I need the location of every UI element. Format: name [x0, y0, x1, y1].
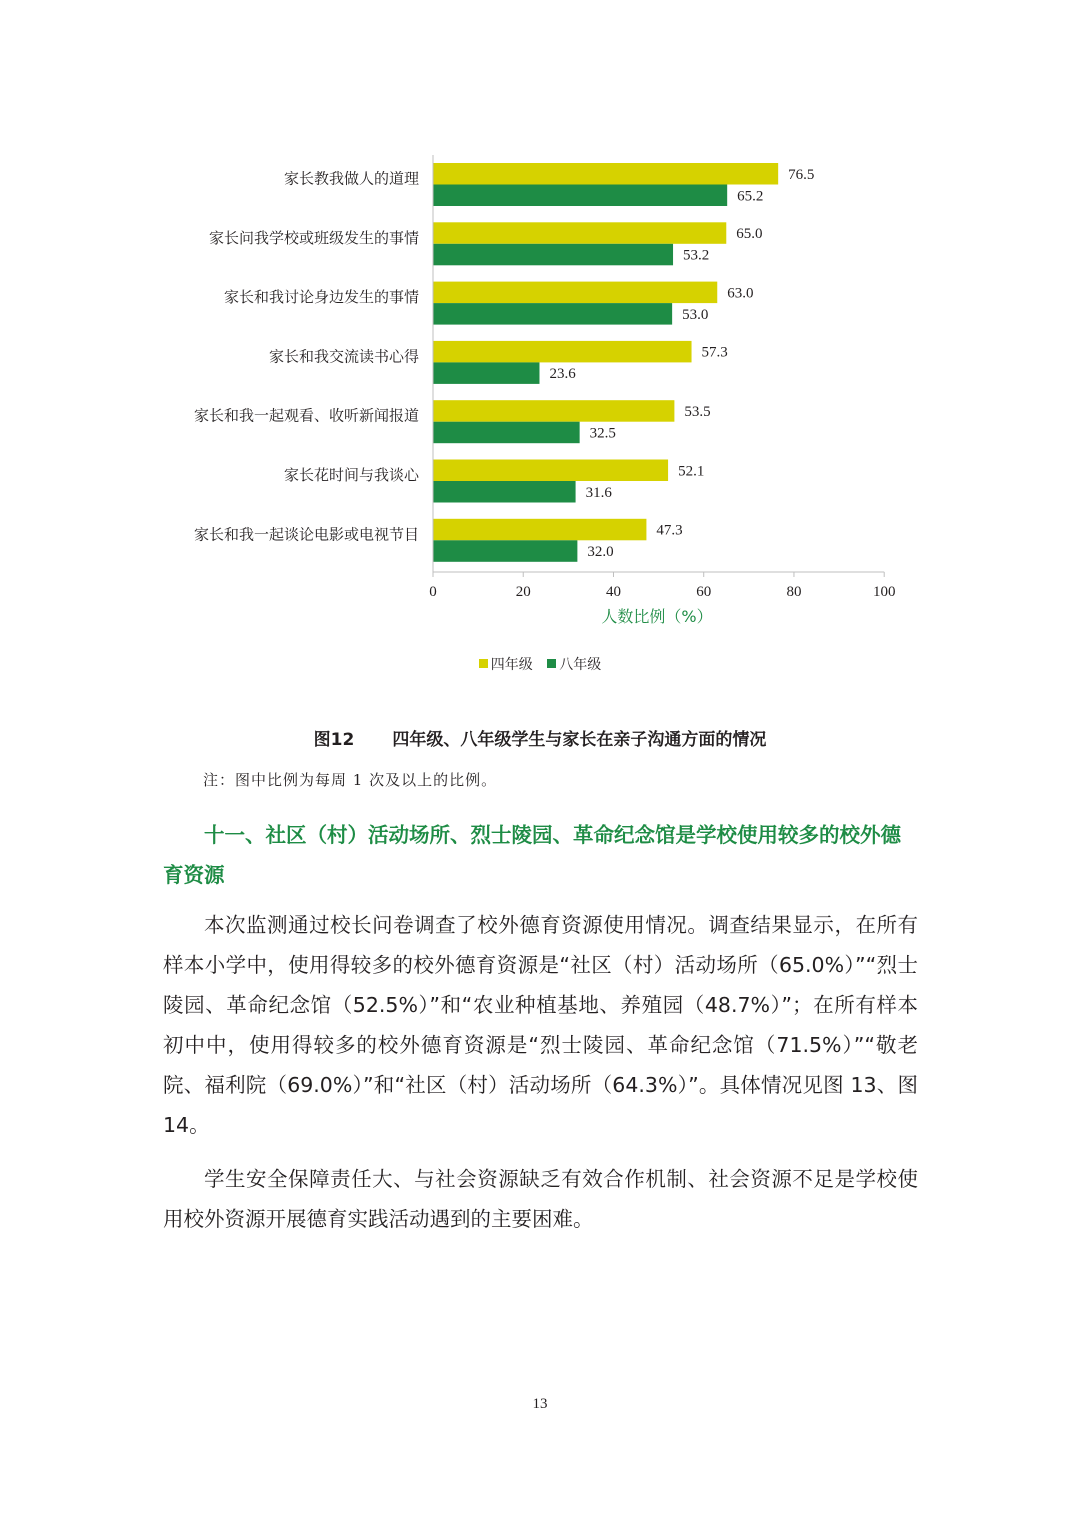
- bar-grade8: [433, 244, 673, 265]
- data-label: 65.2: [737, 188, 764, 205]
- legend-item-grade4: [479, 654, 533, 674]
- chart-legend: [0, 654, 1080, 674]
- bar-grade4: [433, 282, 717, 304]
- x-tick-label: 80: [786, 584, 802, 600]
- category-label: 家长花时间与我谈心: [283, 466, 419, 484]
- category-label: 家长和我交流读书心得: [268, 347, 419, 366]
- figure-title: 四年级、八年级学生与家长在亲子沟通方面的情况: [392, 730, 767, 750]
- x-tick-label: 100: [872, 584, 896, 600]
- data-label: 53.0: [682, 306, 709, 323]
- bar-grade8: [433, 185, 727, 207]
- data-label: 32.5: [589, 425, 616, 442]
- x-tick-label: 40: [605, 584, 621, 600]
- category-label: 家长和我讨论身边发生的事情: [223, 288, 419, 307]
- section-heading: 十一、社区（村）活动场所、烈士陵园、革命纪念馆是学校使用较多的校外德育资源: [163, 823, 901, 887]
- bar-grade8: [433, 540, 577, 562]
- category-label: 家长和我一起观看、收听新闻报道: [193, 406, 419, 425]
- bar-grade8: [433, 303, 672, 325]
- bar-grade4: [433, 519, 646, 541]
- data-label: 23.6: [549, 366, 576, 383]
- data-label: 53.2: [683, 247, 710, 264]
- bar-grade4: [433, 163, 778, 185]
- legend-label-grade4: 四年级: [490, 657, 533, 673]
- bar-grade8: [433, 422, 580, 444]
- bar-grade4: [433, 400, 674, 422]
- legend-item-grade8: [547, 654, 601, 674]
- category-label: 家长教我做人的道理: [283, 169, 419, 188]
- data-label: 57.3: [701, 344, 728, 361]
- legend-label-grade8: 八年级: [559, 657, 602, 673]
- data-label: 76.5: [788, 166, 815, 183]
- bar-grade8: [433, 481, 576, 503]
- data-label: 63.0: [727, 285, 754, 302]
- legend-swatch-grade8: [547, 659, 556, 668]
- bar-grade8: [433, 362, 539, 384]
- data-label: 31.6: [585, 484, 612, 501]
- figure-caption: [0, 725, 1080, 750]
- x-tick-label: 60: [696, 584, 712, 600]
- data-label: 47.3: [656, 522, 683, 539]
- x-tick-label: 0: [429, 584, 437, 600]
- figure-number: 图12: [313, 730, 355, 750]
- category-label: 家长问我学校或班级发生的事情: [208, 228, 419, 247]
- figure-note: 注：图中比例为每周 1 次及以上的比例。: [203, 771, 498, 789]
- data-label: 53.5: [684, 403, 711, 420]
- x-axis-title: 人数比例（%）: [601, 607, 713, 626]
- data-label: 65.0: [736, 226, 763, 243]
- category-label: 家长和我一起谈论电影或电视节目: [193, 525, 419, 544]
- bar-grade4: [433, 460, 668, 482]
- body-paragraph-1: 本次监测通过校长问卷调查了校外德育资源使用情况。调查结果显示，在所有样本小学中，使用得较多的校外德育资源是“社区（村）活动场所（65.0%）”“烈士陵园、革命纪念馆（52.5%）”和“农业种植基地、养殖园（48.7%）”；在所有样本初中中，使用得较多的校外德育资源是“烈士陵园、革命纪念馆（71.5%）”“敬老院、福利院（69.0%）”和“社区（村）活动场所（64.3%）”。具体情况见图 13、图 14。: [163, 913, 918, 1137]
- legend-swatch-grade4: [479, 659, 488, 668]
- bar-grade4: [433, 341, 692, 363]
- data-label: 52.1: [678, 463, 705, 480]
- body-paragraph-2: 学生安全保障责任大、与社会资源缺乏有效合作机制、社会资源不足是学校使用校外资源开展德育实践活动遇到的主要困难。: [163, 1167, 918, 1231]
- x-tick-label: 20: [515, 584, 531, 600]
- page-number: 13: [532, 1396, 548, 1412]
- bar-grade4: [433, 222, 726, 244]
- data-label: 32.0: [587, 544, 614, 561]
- chart-bars: [433, 163, 778, 562]
- bar-chart: [0, 0, 1080, 640]
